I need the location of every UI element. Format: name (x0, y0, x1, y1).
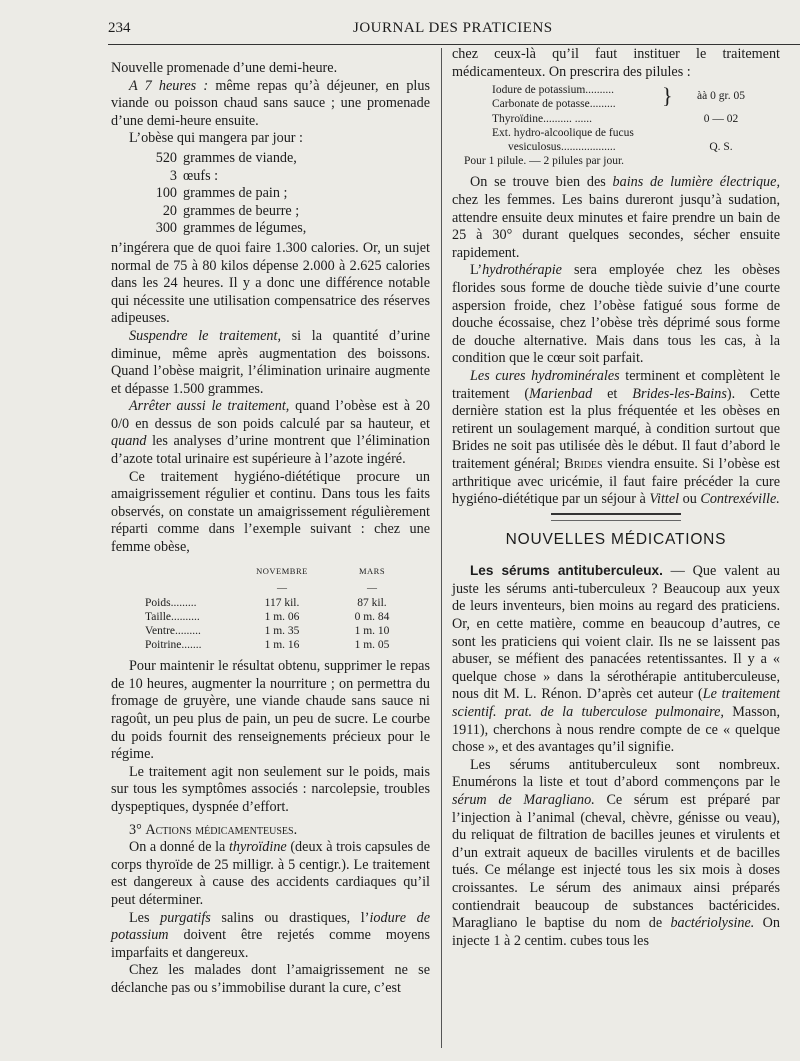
diet-text: grammes de légumes, (183, 220, 307, 237)
paragraph: Pour maintenir le résultat obtenu, supprimer le repas de 10 heures, augmenter la nourriture ; on permettra du fromage de gruyère, une viande chaude sans sauce ni ragoût, un peu plus de pain, un peu de sucre. Le courbe du poids fournit des renseignements précieux pour le régime. (111, 658, 430, 763)
right-column (452, 46, 780, 950)
paragraph: Chez les malades dont l’amaigrissement ne se déclanche pas ou s’immobilise durant la cure, c’est (111, 962, 430, 996)
paragraph-text: Ce sérum est préparé par l’injection à l’animal (cheval, chèvre, génisse ou veau), du reliquat de filtration de bacilles jeunes et virulents et d’un extrait aqueux de bacilles virulents et de bacilles tués. Ce mélange est injecté tous les six mois à doses croissantes. Le sérum des animaux ainsi préparés contiendrait beaucoup de substances bactéricides. Maragliano le baptise du nom de (452, 792, 780, 932)
paragraph (111, 398, 430, 468)
prescription-row (458, 154, 766, 168)
page-number: 234 (108, 20, 131, 36)
italic-term: Vittel (649, 491, 680, 508)
prescription-table (458, 83, 766, 168)
italic-term: bains de lumière électrique, (612, 174, 780, 191)
paragraph-text: viendra ensuite. Si l’obèse est arthritique avec uricémie, il faut faire précéder la cure hygiéno-diététique par un séjour à (452, 455, 780, 508)
paragraph-text: sera employée chez les obèses florides sous forme de douche tiède suivie d’une courte aspersion froide, chez l’obèse fatigué sous forme de douche écossaise, chez l’obèse très déprimé sous forme de douche alternative. Mais dans tous les cas, à la condition que le cœur soit parfait. (452, 262, 780, 367)
ingredient: Thyroïdine.......... ...... (492, 112, 592, 125)
paragraph-text: On a donné de la (129, 839, 229, 856)
italic-term: Brides-les-Bains (632, 385, 727, 402)
paragraph-text: et (592, 385, 633, 402)
diet-quantity: 300 (155, 220, 177, 237)
paragraph (452, 174, 780, 262)
paragraph: Ce traitement hygiéno-diététique procure un amaigrissement régulier et continu. Dans tous les faits observés, on constate un amaigrissement régulièrement réparti comme dans l’exemple suivant : chez une femme obèse, (111, 468, 430, 556)
paragraph-text: quand l’obèse est à 20 0/0 en dessus de son poids calculé par sa hauteur, et (111, 398, 430, 432)
diet-text: grammes de beurre ; (183, 202, 300, 219)
cell-novembre: 1 m. 16 (264, 639, 300, 652)
diet-text: œufs : (183, 167, 219, 184)
diet-quantity: 520 (155, 149, 177, 166)
cell-novembre: 1 m. 35 (264, 625, 300, 638)
left-column (111, 60, 430, 998)
italic-term: sérum de Maragliano. (452, 792, 595, 808)
header-dash: — (367, 583, 377, 595)
row-label: Poitrine....... (145, 639, 202, 652)
paragraph-text: doivent être rejetés comme moyens imparfaits et dangereux. (111, 927, 430, 961)
ingredient: vesiculosus................... (508, 141, 616, 153)
spacer (662, 112, 676, 126)
page-header (108, 18, 800, 44)
ingredient: Ext. hydro-alcoolique de fucus (492, 126, 634, 139)
table-corner (145, 563, 237, 583)
header-dash: — (277, 583, 287, 595)
small-caps-term: Brides (564, 455, 603, 472)
brace-dose: àà 0 gr. 05 (697, 90, 745, 103)
paragraph (452, 262, 780, 368)
paragraph: L’obèse qui mangera par jour : (129, 130, 304, 147)
prescription-row (458, 83, 766, 97)
dose: 0 — 02 (703, 112, 739, 125)
paragraph (111, 839, 430, 909)
italic-lead: Les cures hydrominérales (470, 367, 620, 384)
row-label: Ventre......... (145, 625, 201, 638)
table-row (145, 610, 417, 624)
italic-term: bactériolysine. (670, 915, 755, 932)
paragraph (452, 562, 780, 757)
cell-mars: 1 m. 05 (354, 639, 390, 652)
table-header-row (145, 563, 417, 583)
diet-quantity: 100 (155, 185, 177, 202)
italic-lead: A 7 heures : (129, 77, 209, 94)
diet-list (111, 150, 430, 238)
paragraph-text: Masson, 1911), cherchons à nous rendre compte de ce « quelque chose », et des avantages qu’il signifie. (452, 704, 780, 756)
ingredient: Iodure de potassium.......... (492, 84, 615, 97)
paragraph-text: salins ou drastiques, l’ (210, 909, 370, 926)
italic-citation: Le traitement scientif. prat. de la tuberculose pulmonaire, (452, 686, 780, 721)
italic-term: thyroïdine (228, 839, 287, 856)
table-dash-row (145, 582, 417, 596)
spacer (662, 140, 676, 154)
prescription-row (458, 126, 766, 140)
section-heading (111, 822, 430, 840)
italic-term: purgatifs (160, 909, 211, 926)
heading-text: Actions médicamenteuses. (145, 821, 298, 838)
paragraph: Le traitement agit non seulement sur le poids, mais sur tous les symptômes associés : narcolepsie, troubles dyspeptiques, dyspnée d’effort. (111, 763, 430, 815)
paragraph (452, 757, 780, 951)
paragraph-text: Les (129, 909, 161, 926)
paragraph-text: On se trouve bien des (470, 174, 613, 191)
diet-item (111, 185, 430, 203)
prescription-row (458, 140, 766, 154)
ingredient: Carbonate de potasse......... (492, 98, 616, 111)
measurements-table (145, 563, 417, 653)
row-label: Poids......... (145, 597, 197, 610)
dose: Q. S. (709, 141, 733, 153)
row-label: Taille.......... (145, 611, 200, 624)
diet-item (111, 150, 430, 168)
diet-quantity: 3 (169, 167, 177, 184)
paragraph-text: — Que valent au juste les sérums anti-tuberculeux ? Beaucoup aux yeux de leurs inventeurs, bien moins au regard des praticiens. Or, en cette matière, comme en beaucoup d’autres, ce sont les praticiens qui voient clair. Ils ne se laissent pas abuser, se méfient des panacées retentissantes. Il y a « quelque chose » dans la sérothérapie antituberculeuse, nous dit M. L. Rénon. D’après cet auteur ( (452, 563, 780, 703)
column-header-mars: MARS (358, 565, 386, 576)
paragraph-text: L’ (470, 262, 483, 279)
heading-number: 3° (129, 821, 146, 838)
italic-term: hydrothérapie (482, 262, 562, 279)
paragraph-text: ). Cette dernière station est la plus fréquentée et les obèses en retirent un soulagement marqué, à condition surtout que Brides ne soit pas utilisée dès le début. Il faut d’abord le traitement général; (452, 385, 780, 472)
paragraph (452, 368, 780, 509)
paragraph-text: si la quantité d’urine diminue, même après augmentation des boissons. Quand l’obèse maigrit, l’élimination urinaire augmente et dépasse 1.500 grammes. (111, 327, 430, 397)
italic-lead: Arrêter aussi le traitement, (129, 398, 290, 415)
paragraph-text: les analyses d’urine montrent que l’élimination d’azote total urinaire est supérieure à l’azote ingéré. (111, 433, 430, 468)
section-title: NOUVELLES MÉDICATIONS (505, 530, 727, 548)
paragraph-text: Les sérums antituberculeux sont nombreux. Enumérons la liste et tout d’abord commençons par le (452, 756, 780, 791)
table-row (145, 624, 417, 638)
paragraph (111, 910, 430, 963)
bold-lead: Les sérums antituberculeux. (470, 563, 663, 579)
paragraph: n’ingérera que de quoi faire 1.300 calories. Or, un sujet normal de 75 à 80 kilos dépense 2.000 à 2.625 calories dans les 24 heures. Il y a donc une différence notable qui nécessite une utilisation compensatrice des réserves adipeuses. (111, 239, 430, 327)
paragraph-text: On injecte 1 à 2 centim. cubes tous les (452, 915, 781, 949)
cell-mars: 87 kil. (357, 597, 387, 610)
column-divider (441, 48, 442, 1048)
italic-term: iodure de potassium (111, 909, 430, 944)
paragraph-text: chez les femmes. Les bains dureront jusqu’à sudation, attendre ensuite deux minutes et faire prendre un bain de 25 à 30° durant quelques secondes, sécher ensuite rapidement. (452, 192, 780, 261)
italic-term: Contrexéville. (700, 491, 780, 508)
prescription-row (458, 112, 766, 126)
diet-item (111, 220, 430, 238)
cell-mars: 0 m. 84 (354, 611, 390, 624)
paragraph: chez ceux-là qu’il faut instituer le traitement médicamenteux. On prescrira des pilules : (452, 46, 780, 80)
table-row (145, 638, 417, 652)
diet-text: grammes de pain ; (183, 185, 288, 202)
column-header-novembre: NOVEMBRE (256, 565, 308, 576)
paragraph-text: ou (679, 491, 701, 508)
brace: } (662, 83, 673, 109)
italic-word: quand (111, 433, 147, 450)
prescription-note: Pour 1 pilule. — 2 pilules par jour. (464, 155, 625, 168)
cell-novembre: 117 kil. (264, 597, 300, 610)
paragraph-text: même repas qu’à déjeuner, en plus viande ou poisson chaud sans sauce ; une promenade d’une demi-heure ensuite. (111, 77, 430, 129)
table-row (145, 596, 417, 610)
header-rule (108, 44, 800, 45)
paragraph-text: terminent et complètent le traitement ( (452, 367, 780, 402)
table-cell (145, 582, 237, 596)
diet-quantity: 20 (162, 202, 177, 219)
ornamental-rule (551, 513, 681, 521)
diet-item (111, 203, 430, 221)
paragraph-text: (deux à trois capsules de corps thyroïde de 25 milligr. à 5 centigr.). Le traitement est dangereux à cause des accidents cardiaques qu’il peut déterminer. (111, 839, 430, 908)
paragraph (111, 78, 430, 131)
italic-term: Marienbad (529, 385, 593, 402)
paragraph: Nouvelle promenade d’une demi-heure. (111, 60, 338, 76)
cell-mars: 1 m. 10 (354, 625, 390, 638)
diet-item (111, 168, 430, 186)
running-title: JOURNAL DES PRATICIENS (353, 20, 553, 36)
diet-text: grammes de viande, (183, 149, 297, 166)
italic-lead: Suspendre le traitement, (129, 327, 281, 344)
cell-novembre: 1 m. 06 (264, 611, 300, 624)
paragraph (111, 328, 430, 398)
